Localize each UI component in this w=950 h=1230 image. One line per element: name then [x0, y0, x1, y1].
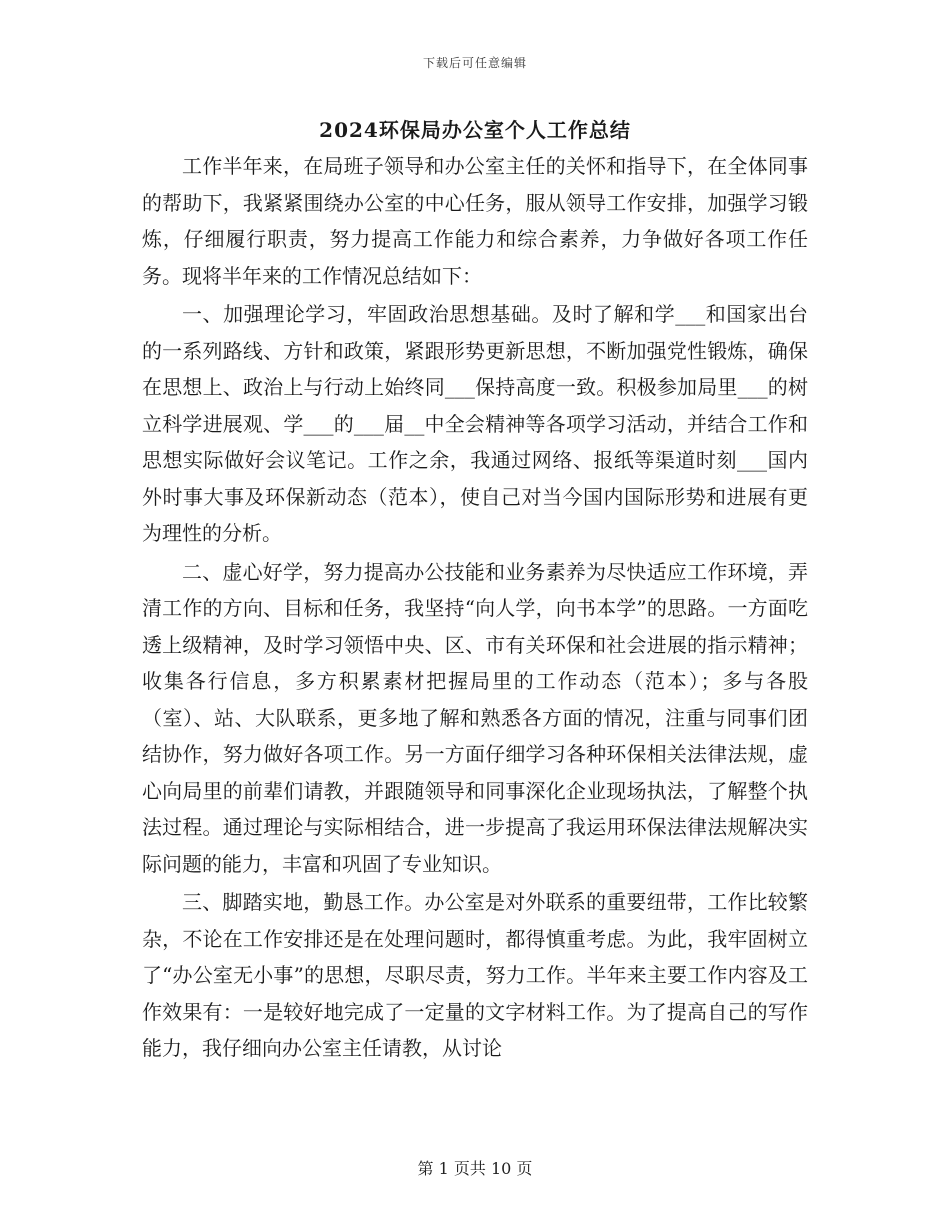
page-number-footer: 第 1 页共 10 页	[417, 1159, 533, 1178]
paragraph-intro: 工作半年来，在局班子领导和办公室主任的关怀和指导下，在全体同事的帮助下，我紧紧围绕办公室的中心任务，服从领导工作安排，加强学习锻炼，仔细履行职责，努力提高工作能力和综合素养，力争做好各项工作任务。现将半年来的工作情况总结如下：	[142, 154, 808, 288]
page-header-note: 下载后可任意编辑	[422, 56, 527, 70]
paragraph-section-1: 一、加强理论学习，牢固政治思想基础。及时了解和学___和国家出台的一系列路线、方针和政策，紧跟形势更新思想，不断加强党性锻炼，确保在思想上、政治上与行动上始终同___保持高度一致。积极参加局里___的树立科学进展观、学___的___届__中全会精神等各项学习活动，并结合工作和思想实际做好会议笔记。工作之余，我通过网络、报纸等渠道时刻___国内外时事大事及环保新动态（范本），使自己对当今国内国际形势和进展有更为理性的分析。	[142, 302, 808, 545]
document-body	[142, 148, 808, 1067]
paragraph-section-2: 二、虚心好学，努力提高办公技能和业务素养为尽快适应工作环境，弄清工作的方向、目标和任务，我坚持“向人学，向书本学”的思路。一方面吃透上级精神，及时学习领悟中央、区、市有关环保和社会进展的指示精神；收集各行信息，多方积累素材把握局里的工作动态（范本）；多与各股（室）、站、大队联系，更多地了解和熟悉各方面的情况，注重与同事们团结协作，努力做好各项工作。另一方面仔细学习各种环保相关法律法规，虚心向局里的前辈们请教，并跟随领导和同事深化企业现场执法，了解整个执法过程。通过理论与实际相结合，进一步提高了我运用环保法律法规解决实际问题的能力，丰富和巩固了专业知识。	[142, 559, 808, 876]
document-title: 2024环保局办公室个人工作总结	[319, 118, 631, 142]
paragraph-section-3: 三、脚踏实地，勤恳工作。办公室是对外联系的重要纽带，工作比较繁杂，不论在工作安排还是在处理问题时，都得慎重考虑。为此，我牢固树立了“办公室无小事”的思想，尽职尽责，努力工作。半年来主要工作内容及工作效果有：一是较好地完成了一定量的文字材料工作。为了提高自己的写作能力，我仔细向办公室主任请教，从讨论	[142, 890, 808, 1060]
